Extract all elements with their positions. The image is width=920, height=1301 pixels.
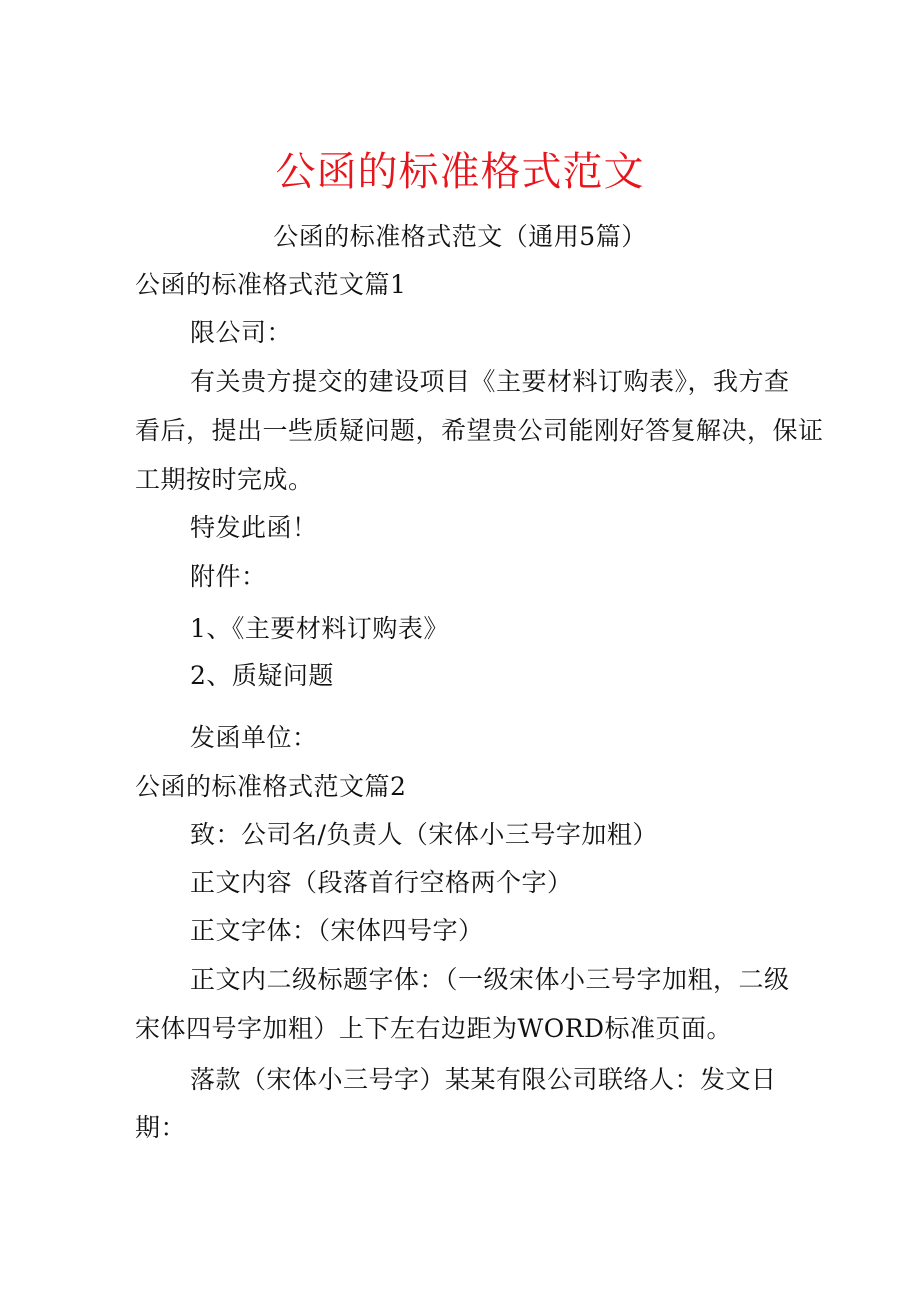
body-line-1: 有关贵方提交的建设项目《主要材料订购表》，我方查: [190, 367, 790, 396]
attachment-label: 附件：: [190, 562, 267, 591]
section-2-line-1: 致：公司名/负责人（宋体小三号字加粗）: [190, 820, 658, 849]
section-2-heading: 公函的标准格式范文篇2: [135, 772, 407, 801]
section-2-line-5: 宋体四号字加粗）上下左右边距为WORD标准页面。: [135, 1014, 733, 1043]
section-2-line-4: 正文内二级标题字体：（一级宋体小三号字加粗，二级: [190, 965, 790, 994]
document-title: 公函的标准格式范文: [275, 149, 645, 195]
attachment-item-2: 2、质疑问题: [190, 661, 334, 690]
attachment-item-1: 1、《主要材料订购表》: [190, 614, 449, 643]
section-2-line-2: 正文内容（段落首行空格两个字）: [190, 868, 573, 897]
section-2-line-3: 正文字体：（宋体四号字）: [190, 916, 484, 945]
document-subtitle: 公函的标准格式范文（通用5篇）: [273, 222, 647, 251]
body-line-3: 工期按时完成。: [135, 465, 314, 494]
salutation: 限公司：: [190, 318, 293, 347]
closing-line: 特发此函！: [190, 513, 318, 542]
section-2-line-6: 落款（宋体小三号字）某某有限公司联络人：发文日: [190, 1065, 777, 1094]
section-1-heading: 公函的标准格式范文篇1: [135, 270, 407, 299]
body-line-2: 看后，提出一些质疑问题，希望贵公司能刚好答复解决，保证: [135, 416, 824, 445]
sender-line: 发函单位：: [190, 723, 318, 752]
section-2-line-7: 期：: [135, 1113, 187, 1142]
